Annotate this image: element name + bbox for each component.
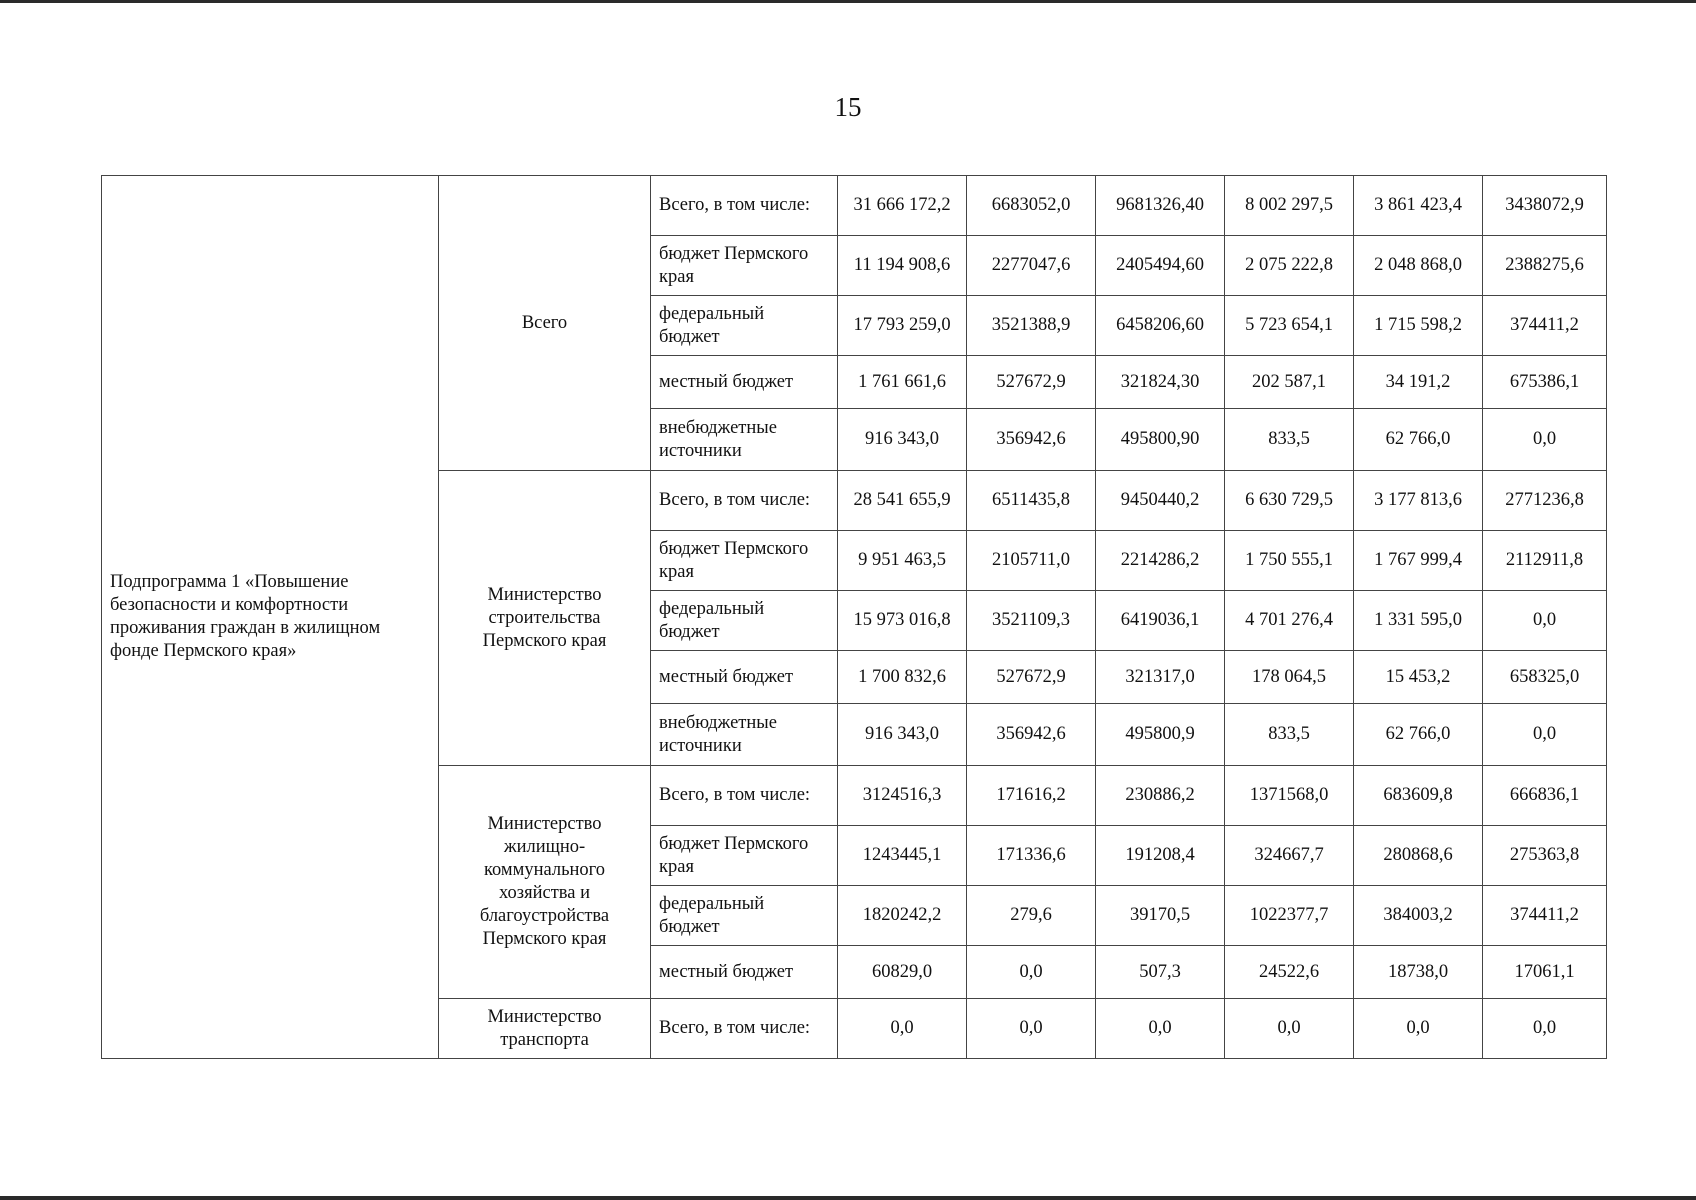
value-cell: 683609,8 (1354, 766, 1483, 826)
source-cell: бюджет Пермского края (651, 236, 838, 296)
value-cell: 18738,0 (1354, 946, 1483, 999)
top-border-line (0, 0, 1696, 3)
value-cell: 1 715 598,2 (1354, 296, 1483, 356)
value-cell: 0,0 (838, 999, 967, 1059)
value-cell: 6511435,8 (967, 471, 1096, 531)
owner-cell: Всего (439, 176, 651, 471)
value-cell: 17061,1 (1483, 946, 1607, 999)
value-cell: 9681326,40 (1096, 176, 1225, 236)
value-cell: 2277047,6 (967, 236, 1096, 296)
value-cell: 3124516,3 (838, 766, 967, 826)
value-cell: 321824,30 (1096, 356, 1225, 409)
source-cell: местный бюджет (651, 946, 838, 999)
bottom-border-line (0, 1196, 1696, 1200)
value-cell: 1371568,0 (1225, 766, 1354, 826)
source-cell: бюджет Пермского края (651, 826, 838, 886)
value-cell: 202 587,1 (1225, 356, 1354, 409)
value-cell: 6419036,1 (1096, 591, 1225, 651)
value-cell: 6 630 729,5 (1225, 471, 1354, 531)
value-cell: 666836,1 (1483, 766, 1607, 826)
value-cell: 0,0 (1483, 409, 1607, 471)
value-cell: 1243445,1 (838, 826, 967, 886)
value-cell: 3521109,3 (967, 591, 1096, 651)
value-cell: 527672,9 (967, 356, 1096, 409)
value-cell: 0,0 (1096, 999, 1225, 1059)
value-cell: 1820242,2 (838, 886, 967, 946)
value-cell: 9 951 463,5 (838, 531, 967, 591)
source-cell: бюджет Пермского края (651, 531, 838, 591)
value-cell: 62 766,0 (1354, 409, 1483, 471)
value-cell: 2 075 222,8 (1225, 236, 1354, 296)
value-cell: 3 861 423,4 (1354, 176, 1483, 236)
page-number: 15 (834, 92, 862, 122)
value-cell: 0,0 (1225, 999, 1354, 1059)
value-cell: 1 750 555,1 (1225, 531, 1354, 591)
value-cell: 4 701 276,4 (1225, 591, 1354, 651)
value-cell: 230886,2 (1096, 766, 1225, 826)
value-cell: 2388275,6 (1483, 236, 1607, 296)
owner-cell: Министерство транспорта (439, 999, 651, 1059)
value-cell: 2 048 868,0 (1354, 236, 1483, 296)
source-cell: местный бюджет (651, 651, 838, 704)
value-cell: 0,0 (967, 999, 1096, 1059)
value-cell: 11 194 908,6 (838, 236, 967, 296)
value-cell: 15 453,2 (1354, 651, 1483, 704)
value-cell: 2112911,8 (1483, 531, 1607, 591)
value-cell: 2105711,0 (967, 531, 1096, 591)
value-cell: 6683052,0 (967, 176, 1096, 236)
source-cell: внебюджетные источники (651, 409, 838, 471)
source-cell: федеральный бюджет (651, 296, 838, 356)
value-cell: 279,6 (967, 886, 1096, 946)
value-cell: 6458206,60 (1096, 296, 1225, 356)
value-cell: 39170,5 (1096, 886, 1225, 946)
value-cell: 1 700 832,6 (838, 651, 967, 704)
program-title-cell: Подпрограмма 1 «Повышение безопасности и комфортности проживания граждан в жилищном фонде Пермского края» (102, 176, 439, 1059)
value-cell: 5 723 654,1 (1225, 296, 1354, 356)
source-cell: Всего, в том числе: (651, 999, 838, 1059)
value-cell: 356942,6 (967, 704, 1096, 766)
value-cell: 15 973 016,8 (838, 591, 967, 651)
table-row (102, 176, 1607, 236)
value-cell: 0,0 (1483, 704, 1607, 766)
value-cell: 495800,9 (1096, 704, 1225, 766)
value-cell: 2771236,8 (1483, 471, 1607, 531)
value-cell: 833,5 (1225, 704, 1354, 766)
value-cell: 171616,2 (967, 766, 1096, 826)
value-cell: 280868,6 (1354, 826, 1483, 886)
value-cell: 0,0 (967, 946, 1096, 999)
value-cell: 9450440,2 (1096, 471, 1225, 531)
value-cell: 1022377,7 (1225, 886, 1354, 946)
value-cell: 1 761 661,6 (838, 356, 967, 409)
value-cell: 3521388,9 (967, 296, 1096, 356)
value-cell: 916 343,0 (838, 409, 967, 471)
value-cell: 916 343,0 (838, 704, 967, 766)
value-cell: 2405494,60 (1096, 236, 1225, 296)
value-cell: 324667,7 (1225, 826, 1354, 886)
value-cell: 495800,90 (1096, 409, 1225, 471)
source-cell: Всего, в том числе: (651, 471, 838, 531)
value-cell: 60829,0 (838, 946, 967, 999)
source-cell: местный бюджет (651, 356, 838, 409)
owner-cell: Министерство жилищно-коммунального хозяйства и благоустройства Пермского края (439, 766, 651, 999)
value-cell: 171336,6 (967, 826, 1096, 886)
value-cell: 384003,2 (1354, 886, 1483, 946)
value-cell: 178 064,5 (1225, 651, 1354, 704)
value-cell: 527672,9 (967, 651, 1096, 704)
value-cell: 24522,6 (1225, 946, 1354, 999)
value-cell: 31 666 172,2 (838, 176, 967, 236)
value-cell: 62 766,0 (1354, 704, 1483, 766)
value-cell: 374411,2 (1483, 296, 1607, 356)
source-cell: Всего, в том числе: (651, 176, 838, 236)
source-cell: федеральный бюджет (651, 591, 838, 651)
budget-table (101, 175, 1607, 1059)
source-cell: федеральный бюджет (651, 886, 838, 946)
value-cell: 321317,0 (1096, 651, 1225, 704)
value-cell: 675386,1 (1483, 356, 1607, 409)
value-cell: 28 541 655,9 (838, 471, 967, 531)
value-cell: 3 177 813,6 (1354, 471, 1483, 531)
value-cell: 1 767 999,4 (1354, 531, 1483, 591)
value-cell: 507,3 (1096, 946, 1225, 999)
value-cell: 0,0 (1354, 999, 1483, 1059)
value-cell: 3438072,9 (1483, 176, 1607, 236)
value-cell: 275363,8 (1483, 826, 1607, 886)
source-cell: Всего, в том числе: (651, 766, 838, 826)
value-cell: 374411,2 (1483, 886, 1607, 946)
value-cell: 2214286,2 (1096, 531, 1225, 591)
value-cell: 0,0 (1483, 591, 1607, 651)
value-cell: 191208,4 (1096, 826, 1225, 886)
value-cell: 34 191,2 (1354, 356, 1483, 409)
value-cell: 356942,6 (967, 409, 1096, 471)
value-cell: 833,5 (1225, 409, 1354, 471)
source-cell: внебюджетные источники (651, 704, 838, 766)
value-cell: 1 331 595,0 (1354, 591, 1483, 651)
value-cell: 17 793 259,0 (838, 296, 967, 356)
owner-cell: Министерство строительства Пермского края (439, 471, 651, 766)
value-cell: 0,0 (1483, 999, 1607, 1059)
value-cell: 8 002 297,5 (1225, 176, 1354, 236)
value-cell: 658325,0 (1483, 651, 1607, 704)
